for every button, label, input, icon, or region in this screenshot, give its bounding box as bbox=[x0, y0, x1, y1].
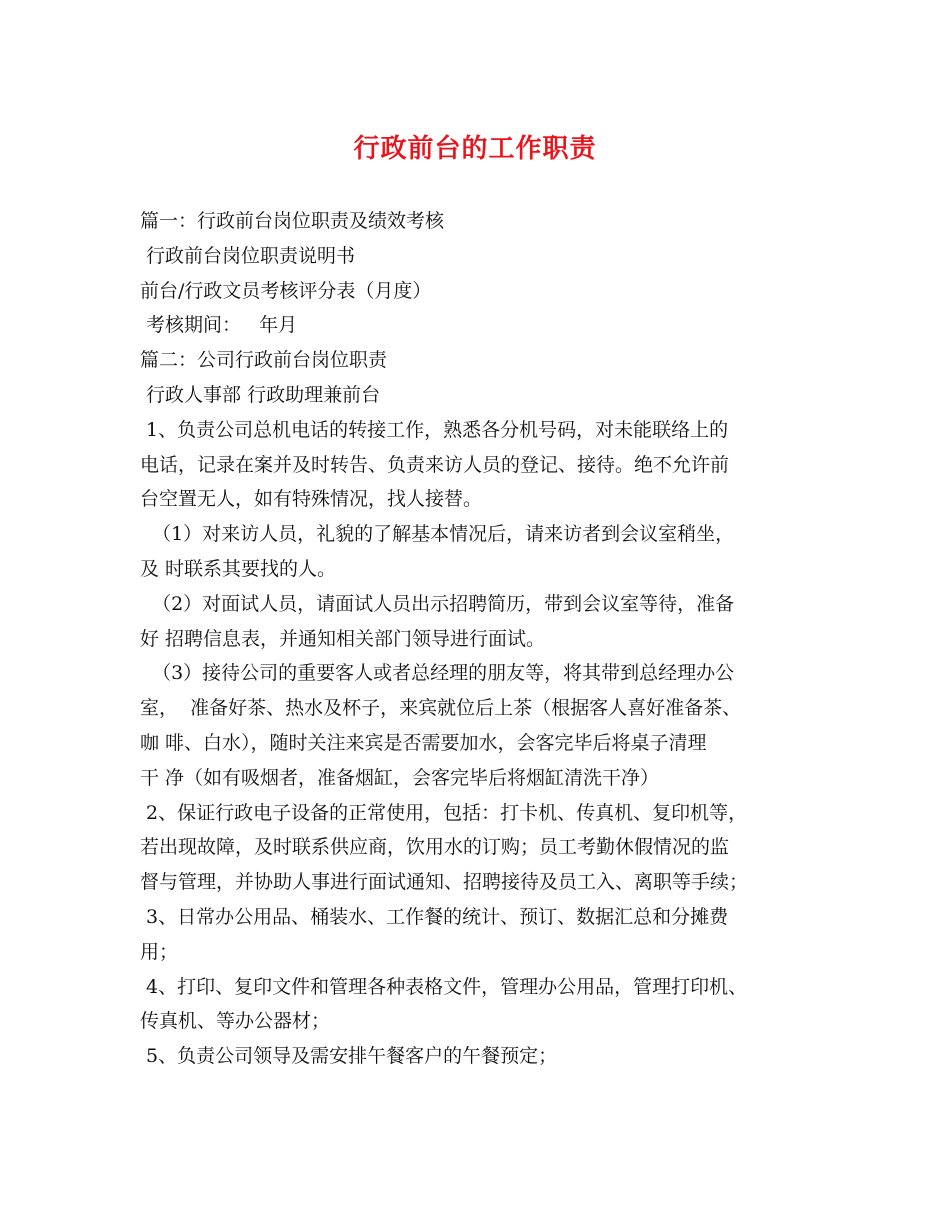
text-line: 电话，记录在案并及时转告、负责来访人员的登记、接待。绝不允许前 bbox=[140, 453, 730, 476]
document-body bbox=[140, 204, 830, 1074]
text-line: 5、负责公司领导及需安排午餐客户的午餐预定； bbox=[140, 1045, 558, 1068]
text-line: （3）接待公司的重要客人或者总经理的朋友等，将其带到总经理办公 bbox=[140, 662, 735, 685]
text-line: 督与管理，并协助人事进行面试通知、招聘接待及员工入、离职等手续； bbox=[140, 871, 749, 894]
text-line: 篇一：行政前台岗位职责及绩效考核 bbox=[140, 210, 445, 232]
text-line: 考核期间： 年月 bbox=[140, 314, 298, 337]
text-line: 行政前台岗位职责说明书 bbox=[140, 244, 356, 267]
text-line: 台空置无人，如有特殊情况，找人接替。 bbox=[140, 488, 483, 511]
text-line: 行政人事部 行政助理兼前台 bbox=[140, 383, 381, 406]
text-line: 前台/行政文员考核评分表（月度） bbox=[140, 279, 432, 302]
document-title: 行政前台的工作职责 bbox=[353, 134, 597, 164]
text-line: 好 招聘信息表，并通知相关部门领导进行面试。 bbox=[140, 627, 546, 650]
text-line: 及 时联系其要找的人。 bbox=[140, 557, 337, 580]
text-line: 4、打印、复印文件和管理各种表格文件，管理办公用品，管理打印机、 bbox=[140, 975, 748, 998]
text-line: 用； bbox=[140, 940, 179, 963]
text-line: 若出现故障，及时联系供应商，饮用水的订购；员工考勤休假情况的监 bbox=[140, 836, 730, 859]
text-line: 室， 准备好茶、热水及杯子，来宾就位后上茶（根据客人喜好准备茶、 bbox=[140, 697, 742, 720]
text-line: 咖 啡、白水），随时关注来宾是否需要加水，会客完毕后将桌子清理 bbox=[140, 731, 707, 754]
text-line: 3、日常办公用品、桶装水、工作餐的统计、预订、数据汇总和分摊费 bbox=[140, 905, 729, 928]
text-line: 干 净（如有吸烟者，准备烟缸，会客完毕后将烟缸清洗干净） bbox=[140, 766, 660, 789]
text-line: 传真机、等办公器材； bbox=[140, 1010, 331, 1033]
text-line: （2）对面试人员，请面试人员出示招聘简历，带到会议室等待，准备 bbox=[140, 592, 735, 615]
text-line: 篇二：公司行政前台岗位职责 bbox=[140, 349, 388, 372]
text-line: 1、负责公司总机电话的转接工作，熟悉各分机号码，对未能联络上的 bbox=[140, 418, 729, 441]
text-line: 2、保证行政电子设备的正常使用，包括：打卡机、传真机、复印机等， bbox=[140, 801, 748, 824]
text-line: （1）对来访人员，礼貌的了解基本情况后，请来访者到会议室稍坐， bbox=[140, 523, 735, 546]
